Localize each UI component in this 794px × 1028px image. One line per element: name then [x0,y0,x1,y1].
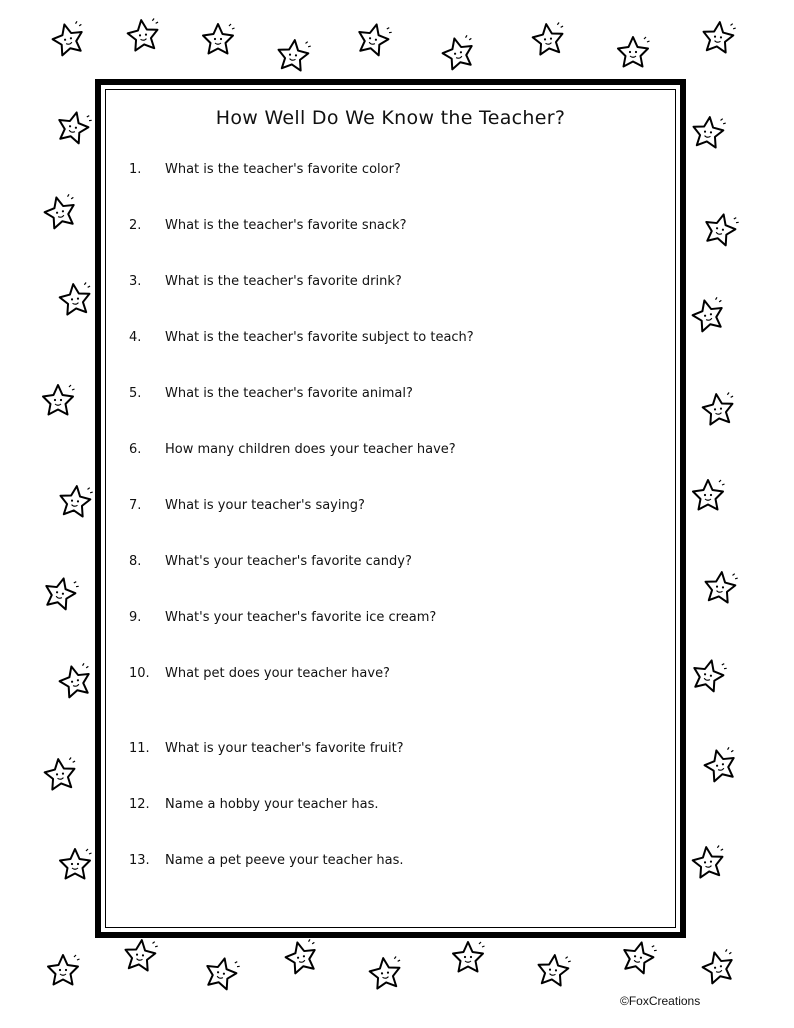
smiling-star-icon [273,36,313,74]
smiling-star-icon [365,954,405,992]
smiling-star-icon [199,952,242,994]
question-item [129,554,412,569]
question-number: 6. [129,442,142,457]
smiling-star-icon [55,280,95,318]
question-text: How many children does your teacher have? [165,442,456,457]
question-text: What is the teacher's favorite animal? [165,386,413,401]
question-number: 11. [129,741,150,756]
smiling-star-icon [528,20,568,58]
question-number: 12. [129,797,150,812]
question-item [129,610,436,625]
question-item [129,274,402,289]
smiling-star-icon [700,568,740,606]
smiling-star-icon [40,755,80,793]
question-number: 4. [129,330,142,345]
question-text: What is the teacher's favorite drink? [165,274,402,289]
smiling-star-icon [57,847,93,881]
smiling-star-icon [120,936,160,974]
smiling-star-icon [38,191,81,233]
smiling-star-icon [686,294,729,336]
question-item [129,797,379,812]
smiling-star-icon [688,113,728,151]
smiling-star-icon [690,478,726,512]
question-item [129,218,406,233]
smiling-star-icon [698,390,738,428]
smiling-star-icon [351,18,394,60]
question-number: 13. [129,853,150,868]
question-item [129,741,404,756]
smiling-star-icon [46,18,89,60]
question-text: Name a pet peeve your teacher has. [165,853,404,868]
question-number: 7. [129,498,142,513]
worksheet-frame [95,79,686,938]
smiling-star-icon [696,946,739,988]
smiling-star-icon [450,940,486,974]
question-item [129,442,456,457]
question-text: What pet does your teacher have? [165,666,390,681]
question-text: What is the teacher's favorite snack? [165,218,407,233]
smiling-star-icon [279,936,322,978]
question-number: 1. [129,162,142,177]
question-number: 8. [129,554,142,569]
question-number: 10. [129,666,150,681]
question-item [129,330,474,345]
smiling-star-icon [698,744,741,786]
question-text: Name a hobby your teacher has. [165,797,379,812]
question-text: What is the teacher's favorite subject to teach? [165,330,474,345]
question-text: What is your teacher's saying? [165,498,365,513]
question-text: What is the teacher's favorite color? [165,162,401,177]
smiling-star-icon [123,16,163,54]
smiling-star-icon [200,22,236,56]
question-number: 9. [129,610,142,625]
question-text: What's your teacher's favorite candy? [165,554,412,569]
smiling-star-icon [688,843,728,881]
question-item [129,162,401,177]
question-item [129,498,365,513]
question-number: 5. [129,386,142,401]
smiling-star-icon [51,106,94,148]
smiling-star-icon [55,482,95,520]
question-number: 2. [129,218,142,233]
smiling-star-icon [615,35,651,69]
smiling-star-icon [686,654,729,696]
smiling-star-icon [698,208,741,250]
smiling-star-icon [45,953,81,987]
smiling-star-icon [40,383,76,417]
smiling-star-icon [698,18,738,56]
smiling-star-icon [616,936,659,978]
question-item [129,666,390,681]
smiling-star-icon [436,32,479,74]
copyright-text: ©FoxCreations [620,994,701,1008]
worksheet-title: How Well Do We Know the Teacher? [215,107,566,129]
smiling-star-icon [38,572,81,614]
question-text: What is your teacher's favorite fruit? [165,741,404,756]
question-text: What's your teacher's favorite ice cream? [165,610,437,625]
question-item [129,853,404,868]
smiling-star-icon [53,660,96,702]
question-number: 3. [129,274,142,289]
smiling-star-icon [533,951,573,989]
question-item [129,386,413,401]
